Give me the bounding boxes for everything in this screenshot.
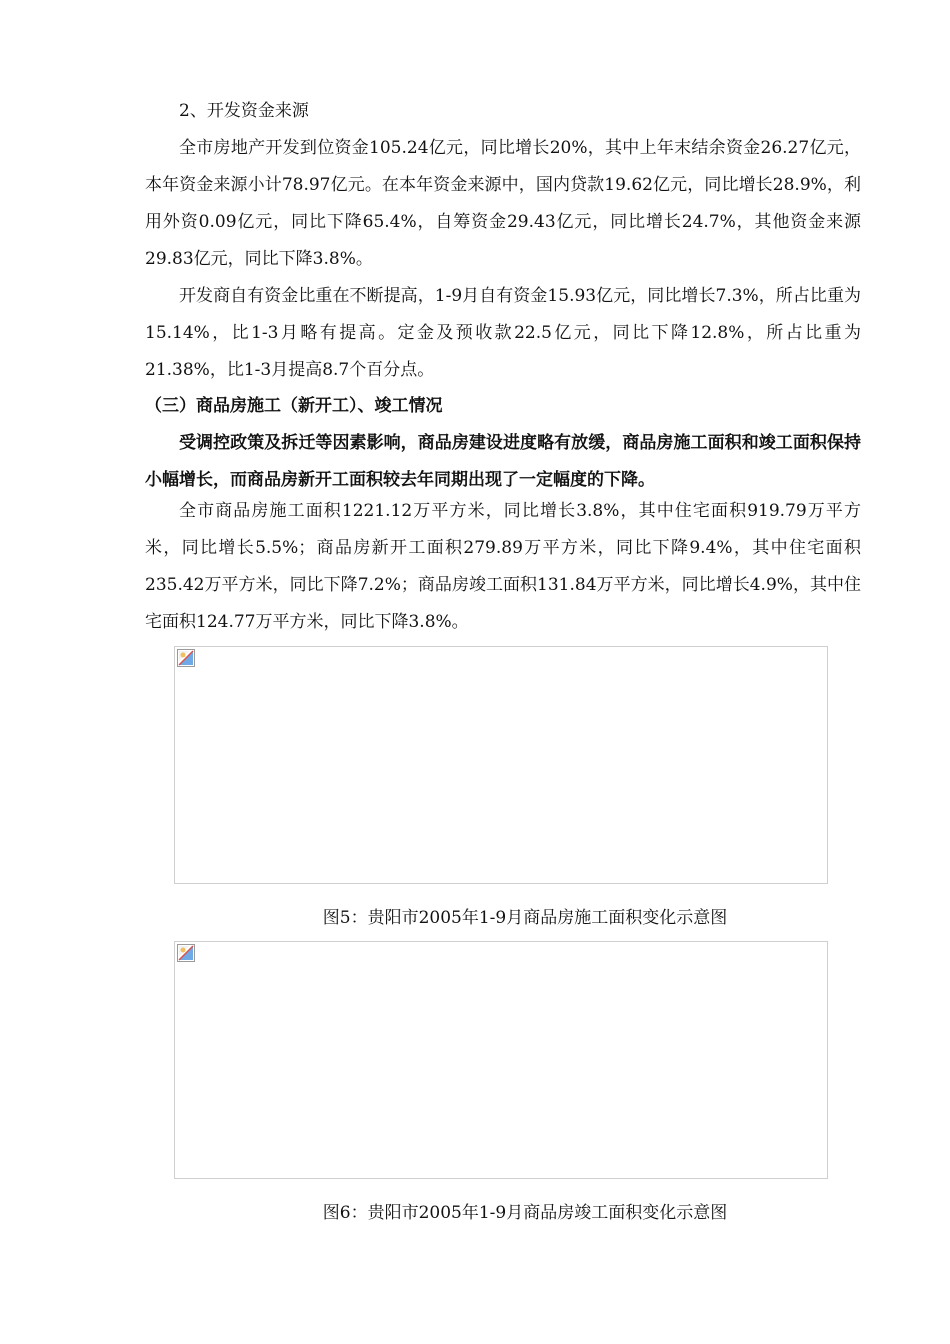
figure-6-caption: 图6：贵阳市2005年1-9月商品房竣工面积变化示意图	[322, 1203, 728, 1223]
section-heading-funding-sources: 2、开发资金来源	[179, 101, 309, 121]
figure-6-image	[174, 941, 828, 1179]
paragraph-construction-areas: 全市商品房施工面积1221.12万平方米，同比增长3.8%，其中住宅面积919.79万平方米，同比增长5.5%；商品房新开工面积279.89万平方米，同比下降9.4%，其中住宅面积235.42万平方米，同比下降7.2%；商品房竣工面积131.84万平方米，同比增长4.9%，其中住宅面积124.77万平方米，同比下降3.8%。	[145, 501, 861, 632]
broken-image-icon	[177, 649, 195, 667]
paragraph-own-funds: 开发商自有资金比重在不断提高，1-9月自有资金15.93亿元，同比增长7.3%，所占比重为15.14%，比1-3月略有提高。定金及预收款22.5亿元，同比下降12.8%，所占比重为21.38%，比1-3月提高8.7个百分点。	[145, 286, 861, 380]
broken-image-icon	[177, 944, 195, 962]
figure-5-caption: 图5：贵阳市2005年1-9月商品房施工面积变化示意图	[322, 908, 728, 928]
section-heading-construction: （三）商品房施工（新开工）、竣工情况	[145, 396, 443, 416]
figure-5-image	[174, 646, 828, 884]
paragraph-funding-details: 全市房地产开发到位资金105.24亿元，同比增长20%，其中上年末结余资金26.27亿元，本年资金来源小计78.97亿元。在本年资金来源中，国内贷款19.62亿元，同比增长28.9%，利用外资0.09亿元，同比下降65.4%，自筹资金29.43亿元，同比增长24.7%，其他资金来源29.83亿元，同比下降3.8%。	[145, 138, 861, 269]
paragraph-construction-summary: 受调控政策及拆迁等因素影响，商品房建设进度略有放缓，商品房施工面积和竣工面积保持小幅增长，而商品房新开工面积较去年同期出现了一定幅度的下降。	[145, 433, 861, 490]
